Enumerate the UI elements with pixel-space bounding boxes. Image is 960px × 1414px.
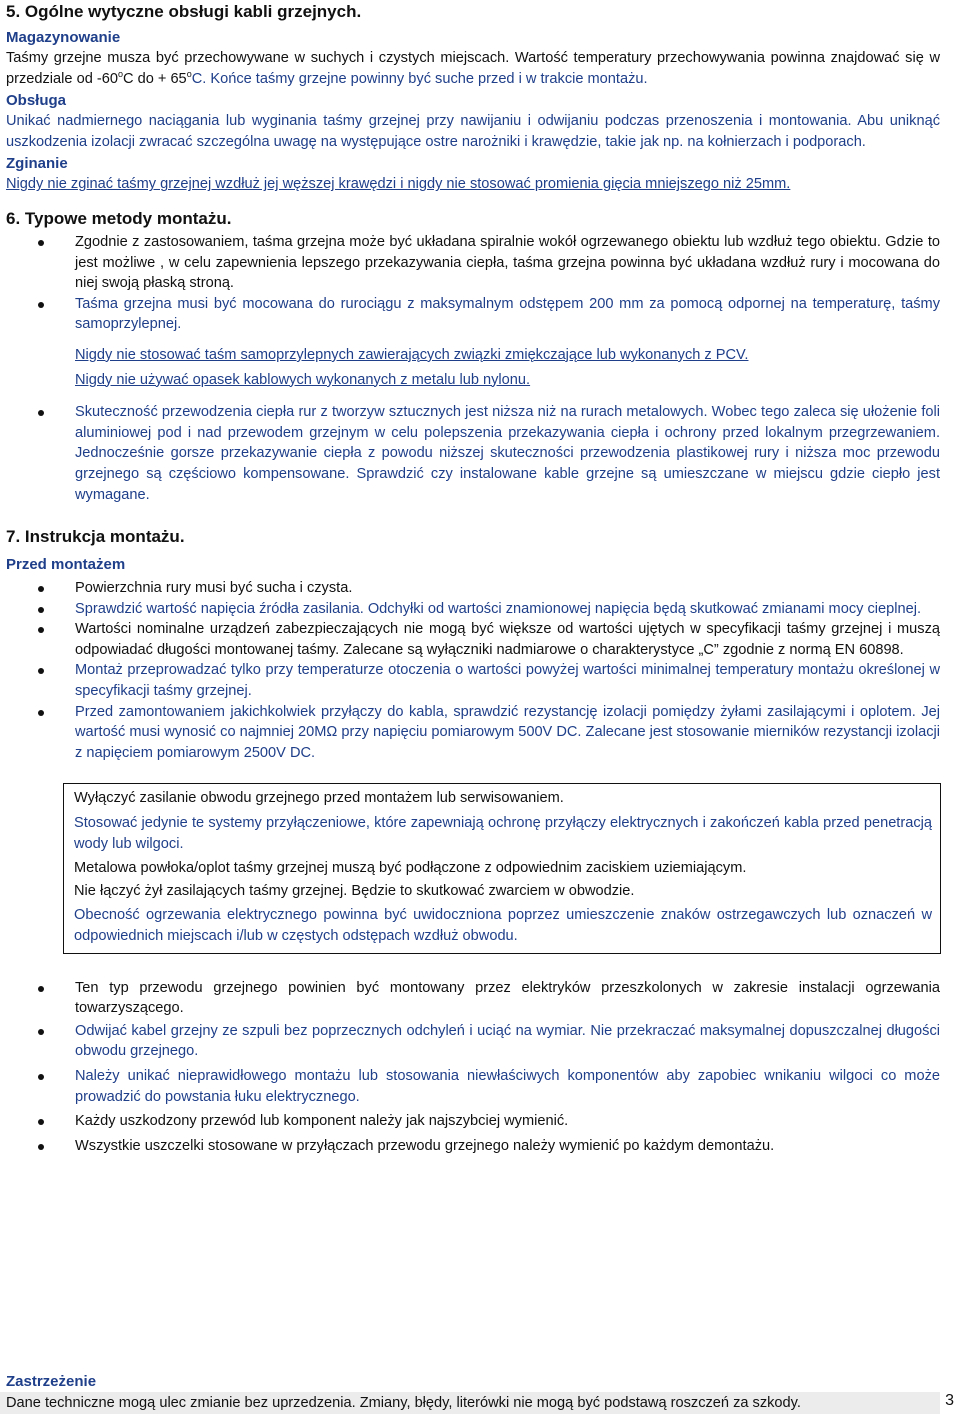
section-5-heading: 5. Ogólne wytyczne obsługi kabli grzejnych.	[6, 2, 362, 21]
bending-paragraph: Nigdy nie zginać taśmy grzejnej wzdłuż jej węższej krawędzi i nigdy nie stosować promienia gięcia mniejszego niż 25mm.	[6, 176, 791, 193]
handling-paragraph: Unikać nadmiernego naciągania lub wyginania taśmy grzejnej przy nawijaniu i odwijaniu podczas przenoszenia i montowania. Abu uniknąć uszkodzenia izolacji zwracać szczególna uwagę na występujące ostre narożniki i krawędzie, takie jak np. na kołnierzach i podporach.	[6, 113, 940, 150]
list-item: Zgodnie z zastosowaniem, taśma grzejna może być układana spiralnie wokół ogrzewanego obiektu lub wzdłuż tego obiektu. Gdzie to jest możliwe , w celu zapewnienia lepszego przekazywania ciepła, taśma grzejna powinna być układana wzdłuż rury i mocowana do niej swoją płaską stroną.	[6, 232, 940, 294]
bullet-icon	[38, 668, 44, 674]
page-footer	[0, 1372, 960, 1414]
box-line: Wyłączyć zasilanie obwodu grzejnego przed montażem lub serwisowaniem.	[74, 790, 564, 807]
before-mounting-heading: Przed montażem	[6, 556, 126, 574]
disclaimer-text: Dane techniczne mogą ulec zmianie bez uprzedzenia. Zmiany, błędy, literówki nie mogą być podstawą roszczeń za szkody.	[6, 1395, 801, 1411]
section-6-heading: 6. Typowe metody montażu.	[6, 208, 232, 228]
bullet-icon	[38, 607, 44, 613]
safety-warning-box	[63, 783, 941, 953]
list-item: Sprawdzić wartość napięcia źródła zasilania. Odchyłki od wartości znamionowej napięcia będą skutkować zmianami mocy cieplnej.	[6, 599, 940, 620]
bullet-icon	[38, 1119, 44, 1125]
list-item: Montaż przeprowadzać tylko przy temperaturze otoczenia o wartości powyżej wartości minimalnej temperatury montażu określonej w specyfikacji taśmy grzejnej.	[6, 660, 940, 701]
page-number: 3	[945, 1392, 954, 1409]
bullet-icon	[38, 710, 44, 716]
list-item: Wszystkie uszczelki stosowane w przyłączach przewodu grzejnego należy wymienić po każdym demontażu.	[6, 1136, 940, 1157]
list-item: Przed zamontowaniem jakichkolwiek przyłączy do kabla, sprawdzić rezystancję izolacji pomiędzy żyłami zasilającymi i oplotem. Jej wartość musi wynosić co najmniej 20MΩ przy napięciu pomiarowym 500V DC. Zalecane jest stosowanie mierników rezystancji izolacji z napięciem pomiarowym 2500V DC.	[6, 702, 940, 764]
mounting-instructions-list	[6, 978, 940, 1157]
plastic-pipe-list	[6, 402, 940, 505]
list-item: Powierzchnia rury musi być sucha i czysta.	[6, 578, 940, 599]
list-item: Odwijać kabel grzejny ze szpuli bez poprzecznych odchyleń i uciąć na wymiar. Nie przekraczać maksymalnej dopuszczalnej długości obwodu grzejnego.	[6, 1021, 940, 1062]
warning-note-2: Nigdy nie używać opasek kablowych wykonanych z metalu lub nylonu.	[75, 371, 531, 388]
disclaimer-bar	[0, 1392, 940, 1414]
box-line: Obecność ogrzewania elektrycznego powinna być uwidoczniona poprzez umieszczenie znaków ostrzegawczych lub oznaczeń w odpowiednich miejscach i/lub w częstych odstępach wzdłuż obwodu.	[74, 907, 932, 944]
bullet-icon	[38, 1029, 44, 1035]
storage-heading: Magazynowanie	[6, 29, 121, 46]
bullet-icon	[38, 986, 44, 992]
list-item: Wartości nominalne urządzeń zabezpieczających nie mogą być większe od wartości ujętych w specyfikacji taśmy grzejnej i muszą odpowiadać długości montowanej taśmy. Zalecane są wyłączniki nadmiarowe o charakterystyce „C” zgodnie z normą EN 60898.	[6, 619, 940, 660]
list-item: Każdy uszkodzony przewód lub komponent należy jak najszybciej wymienić.	[6, 1111, 940, 1132]
list-item: Skuteczność przewodzenia ciepła rur z tworzyw sztucznych jest niższa niż na rurach metalowych. Wobec tego zaleca się ułożenie foli aluminiowej pod i nad przewodem grzejnym w celu polepszenia przekazywania ciepła i ochrony przed lokalnym przegrzewaniem. Jednocześnie gorsze przekazywanie ciepła z powodu niższej skuteczności przewodzenia plastikowej rury i niższa moc przewodu grzejnego są częściowo kompensowane. Sprawdzić czy instalowane kable grzejne są umieszczane w miejscu gdzie ciepło jest wymagane.	[6, 402, 940, 505]
bullet-icon	[38, 410, 44, 416]
bullet-icon	[38, 627, 44, 633]
box-line: Nie łączyć żył zasilających taśmy grzejnej. Będzie to skutkować zwarciem w obwodzie.	[74, 882, 635, 899]
before-mounting-list	[6, 578, 940, 763]
disclaimer-heading: Zastrzeżenie	[6, 1373, 97, 1390]
list-item: Ten typ przewodu grzejnego powinien być montowany przez elektryków przeszkolonych w zakresie instalacji ogrzewania towarzyszącego.	[6, 978, 940, 1019]
handling-heading: Obsługa	[6, 92, 67, 110]
box-line: Metalowa powłoka/oplot taśmy grzejnej muszą być podłączone z odpowiednim zaciskiem uziemiającym.	[74, 860, 747, 877]
storage-paragraph: Taśmy grzejne musza być przechowywane w suchych i czystych miejscach. Wartość temperatury przechowywania powinna znajdować się w przedziale od -60$^o$C do + $65^oC$. Końce taśmy grzejne powinny być suche przed i w trakcie montażu.	[6, 50, 940, 87]
warning-note-1: Nigdy nie stosować taśm samoprzylepnych zawierających związki zmiękczające lub wykonanych z PCV.	[75, 346, 749, 363]
bullet-icon	[38, 586, 44, 592]
box-line: Stosować jedynie te systemy przyłączeniowe, które zapewniają ochronę przyłączy elektrycznych i zakończeń kabla przed penetracją wody lub wilgoci.	[74, 815, 932, 852]
mounting-methods-list	[6, 232, 940, 335]
bullet-icon	[38, 240, 44, 246]
list-item: Taśma grzejna musi być mocowana do rurociągu z maksymalnym odstępem 200 mm za pomocą odpornej na temperaturę, taśmy samoprzylepnej.	[6, 294, 940, 335]
bullet-icon	[38, 1074, 44, 1080]
list-item: Należy unikać nieprawidłowego montażu lub stosowania niewłaściwych komponentów aby zapobiec wnikaniu wilgoci co może prowadzić do powstania łuku elektrycznego.	[6, 1066, 940, 1107]
bullet-icon	[38, 1144, 44, 1150]
section-7-heading: 7. Instrukcja montażu.	[6, 527, 185, 547]
bullet-icon	[38, 302, 44, 308]
document-page	[6, 0, 940, 1156]
bending-heading: Zginanie	[6, 155, 68, 173]
